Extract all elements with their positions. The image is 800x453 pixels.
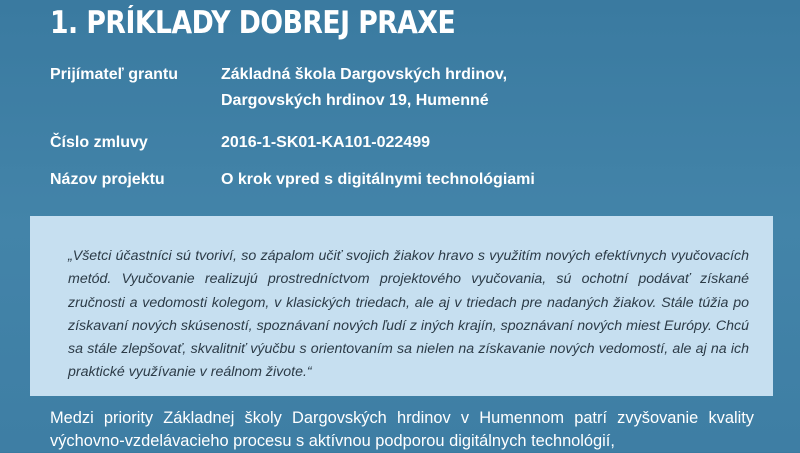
page-title: 1. PRÍKLADY DOBREJ PRAXE xyxy=(50,5,456,41)
body-paragraph: Medzi priority Základnej školy Dargovských hrdinov v Humennom patrí zvyšovanie kvality výchovno-vzdelávacieho procesu s aktívnou podporou digitálnych technológií, xyxy=(50,409,754,450)
recipient-value xyxy=(221,62,507,114)
project-label: Názov projektu xyxy=(50,171,165,188)
info-row-project xyxy=(50,167,535,193)
info-row-contract xyxy=(50,130,535,156)
project-info xyxy=(50,62,535,193)
recipient-line-2: Dargovských hrdinov 19, Humenné xyxy=(221,92,489,109)
info-row-recipient xyxy=(50,62,535,114)
recipient-label: Prijímateľ grantu xyxy=(50,66,178,83)
quote-box xyxy=(30,216,773,396)
project-value: O krok vpred s digitálnymi technológiami xyxy=(221,171,535,188)
recipient-line-1: Základná škola Dargovských hrdinov, xyxy=(221,66,508,83)
contract-value: 2016-1-SK01-KA101-022499 xyxy=(221,134,431,151)
contract-label: Číslo zmluvy xyxy=(50,134,148,151)
quote-text: „Všetci účastníci sú tvoriví, so zápalom učiť svojich žiakov hravo s využitím nových efektívnych vyučovacích metód. Vyučovanie realizujú prostredníctvom projektového vyučovania, sú ochotní podávať získané zručnosti a vedomosti kolegom, v klasických triedach, ale aj v triedach pre nadaných žiakov. Stále túžia po získavaní nových skúseností, spoznávaní nových ľudí z iných krajín, spoznávaní nových miest Európy. Chcú sa stále zlepšovať, skvalitniť výučbu s orientovaním sa nielen na získavanie nových vedomostí, ale aj na ich praktické využívanie v reálnom živote.“ xyxy=(68,248,749,381)
